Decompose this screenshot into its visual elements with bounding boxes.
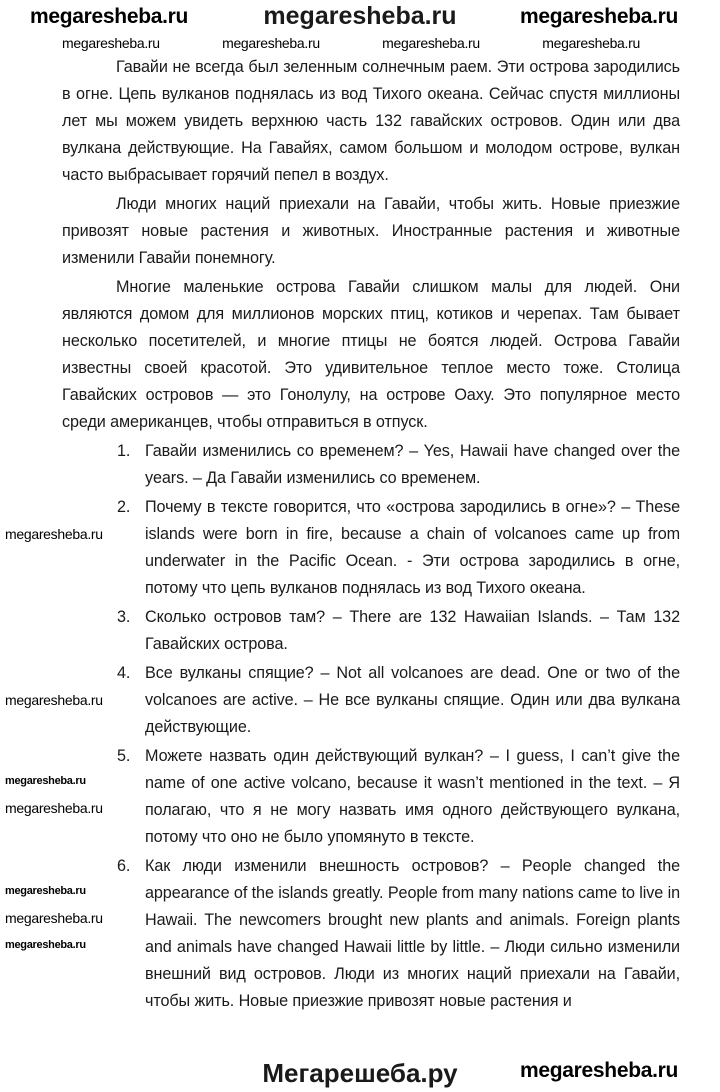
watermark: megaresheba.ru (382, 35, 480, 51)
watermark: megaresheba.ru (5, 800, 103, 816)
item-number: 4. (117, 664, 131, 682)
site-footer: Мегарешеба.ру (262, 1058, 458, 1088)
answer-item (5, 743, 680, 851)
document-body (5, 35, 680, 1017)
item-text: Можете назвать один действующий вулкан? – I guess, I can’t give the name of one active volcano, because it wasn’t mentioned in the text. – Я полагаю, что я не могу назвать имя одного действующего вулкана, потому что оно не было упомянуто в тексте. (145, 747, 680, 846)
item-text: Как люди изменили внешность островов? – People changed the appearance of the islands greatly. People from many nations came to live in Hawaii. The newcomers brought new plants and animals. Foreign plants and animals have changed Hawaii little by little. – Люди сильно изменили внешний вид островов. Люди из многих наций приехали на Гавайи, чтобы жить. Новые приезжие привозят новые растения и (145, 857, 680, 1010)
watermark: megaresheba.ru (542, 35, 640, 51)
paragraph: Многие маленькие острова Гавайи слишком малы для людей. Они являются домом для миллионов морских птиц, котиков и черепах. Там бывает несколько посетителей, и многие птицы не боятся людей. Острова Гавайи известны своей красотой. Это удивительное теплое место тоже. Столица Гавайских островов — это Гонолулу, на острове Оаху. Это популярное место среди американцев, чтобы отправиться в отпуск. (62, 278, 680, 431)
watermark: megaresheba.ru (5, 526, 103, 542)
answer-item (61, 438, 680, 492)
answer-item (5, 853, 680, 1015)
item-text: Почему в тексте говорится, что «острова зародились в огне»? – These islands were born in fire, because a chain of volcanoes came up from underwater in the Pacific Ocean. - Эти острова зародились в огне, потому что цепь вулканов поднялась из вод Тихого океана. (145, 498, 680, 597)
site-header: megaresheba.ru (263, 2, 457, 30)
watermark: megaresheba.ru (222, 35, 320, 51)
watermark: megaresheba.ru (30, 5, 189, 28)
header-row (0, 0, 720, 34)
item-number: 5. (117, 747, 131, 765)
watermark: megaresheba.ru (5, 939, 86, 951)
answer-item (5, 494, 680, 602)
answers-list (5, 438, 680, 1015)
item-number: 3. (117, 608, 131, 626)
watermark: megaresheba.ru (5, 775, 86, 787)
item-text: Сколько островов там? – There are 132 Hawaiian Islands. – Там 132 Гавайских острова. (145, 608, 680, 653)
answer-item (61, 604, 680, 658)
watermark-row (62, 36, 680, 52)
item-text: Гавайи изменились со временем? – Yes, Hawaii have changed over the years. – Да Гавайи изменились со временем. (145, 442, 680, 487)
item-number: 2. (117, 498, 131, 516)
item-number: 1. (117, 442, 131, 460)
item-text: Все вулканы спящие? – Not all volcanoes are dead. One or two of the volcanoes are active. – Не все вулканы спящие. Один или два вулкана действующие. (145, 664, 680, 736)
paragraph: Люди многих наций приехали на Гавайи, чтобы жить. Новые приезжие привозят новые растения и животных. Иностранные растения и животные изменили Гавайи понемногу. (62, 195, 680, 267)
answer-item (5, 660, 680, 741)
paragraph: Гавайи не всегда был зеленным солнечным раем. Эти острова зародились в огне. Цепь вулканов поднялась из вод Тихого океана. Сейчас спустя миллионы лет мы можем увидеть верхнюю часть 132 гавайских островов. Один или два вулкана действующие. На Гавайях, самом большом и молодом острове, вулкан часто выбрасывает горячий пепел в воздух. (62, 58, 680, 184)
watermark: megaresheba.ru (520, 1059, 679, 1082)
watermark: megaresheba.ru (62, 35, 160, 51)
watermark: megaresheba.ru (520, 5, 679, 28)
watermark: megaresheba.ru (5, 692, 103, 708)
footer-row (0, 1054, 720, 1092)
watermark: megaresheba.ru (5, 910, 103, 926)
item-number: 6. (117, 857, 131, 875)
watermark: megaresheba.ru (5, 885, 86, 897)
